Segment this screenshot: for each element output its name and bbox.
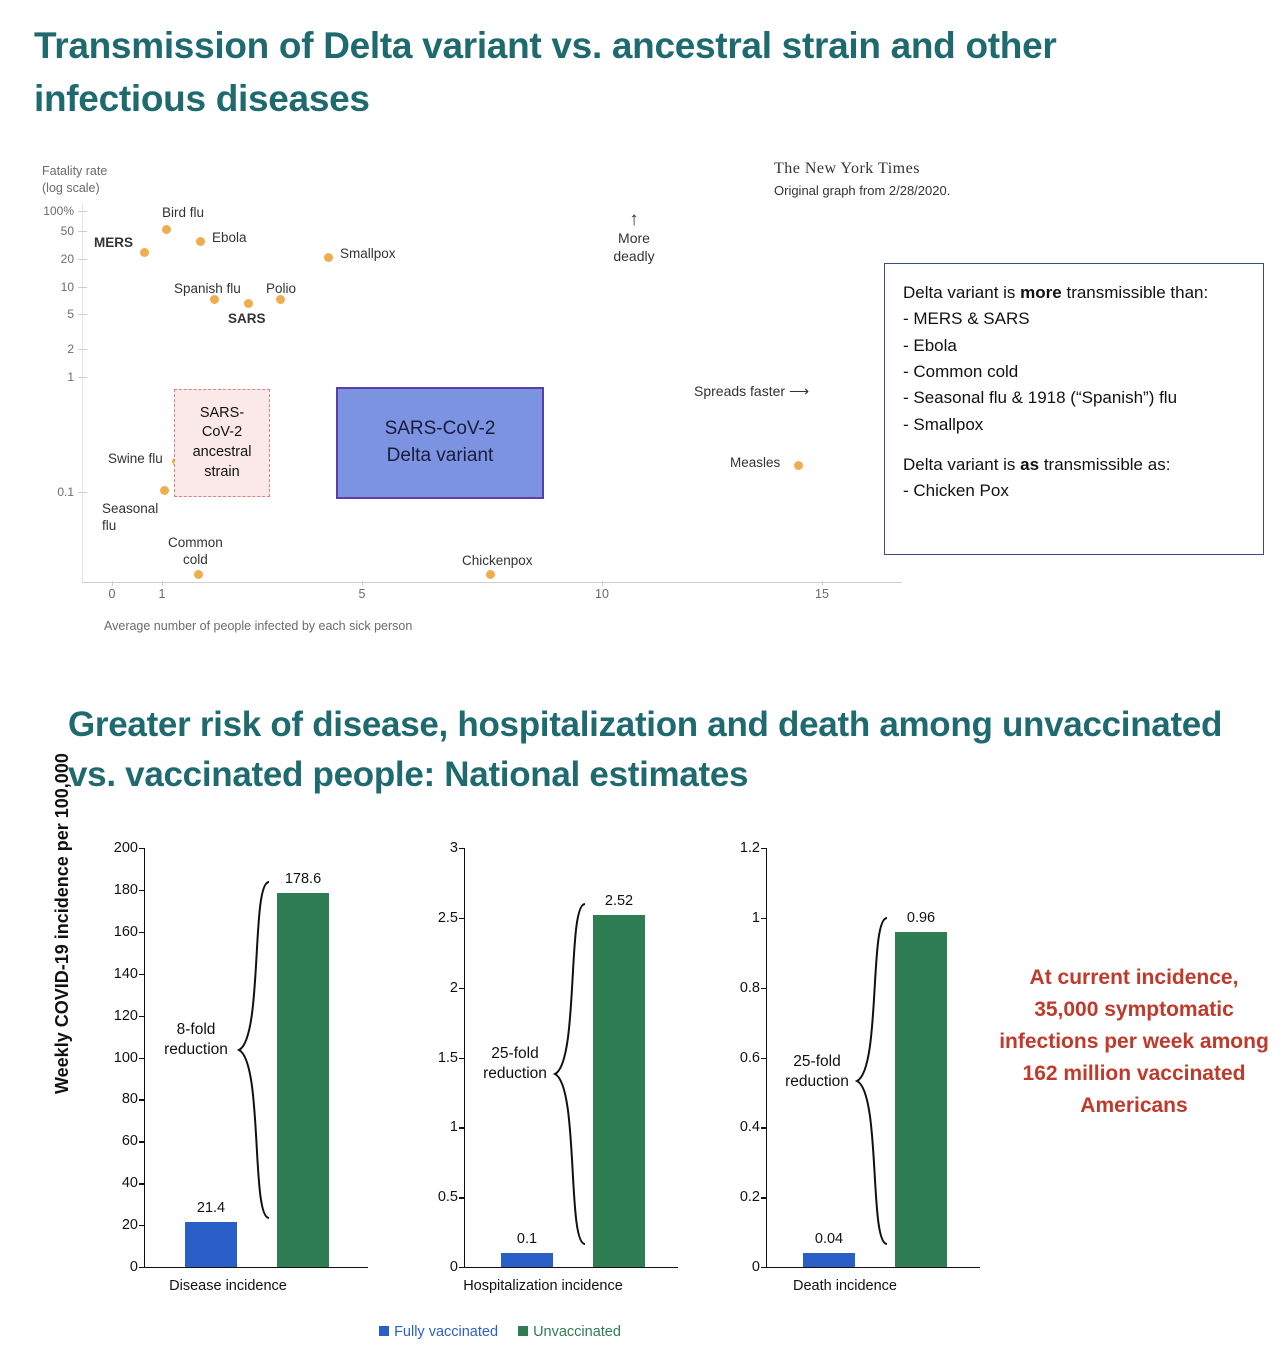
scatter-label-swine-flu: Swine flu xyxy=(108,451,163,466)
chart-a-ytick: 140 xyxy=(113,965,138,982)
chart-hospitalization-incidence xyxy=(398,832,688,1302)
chart-b-ytick: 0.5 xyxy=(437,1189,458,1206)
scatter-point-common-cold xyxy=(194,570,203,579)
chart-b-category-label: Hospitalization incidence xyxy=(463,1278,623,1294)
bar-value-label: 0.96 xyxy=(906,909,936,926)
nyt-credit xyxy=(774,157,950,201)
incidence-side-note: At current incidence, 35,000 symptomatic infections per week among 162 million vaccinated Americans xyxy=(999,966,1269,1117)
callout-item: - Ebola xyxy=(903,335,957,355)
callout-list xyxy=(903,306,1245,438)
chart-b-ytick: 2.5 xyxy=(437,909,458,926)
callout-item: - MERS & SARS xyxy=(903,309,1030,329)
bar-vaccinated-disease xyxy=(185,1200,237,1267)
scatter-ytickmark-100 xyxy=(78,211,87,212)
chart-a-category-label: Disease incidence xyxy=(169,1278,287,1294)
callout-heading: Delta variant is more transmissible than: xyxy=(903,283,1209,302)
scatter-point-spanish-flu xyxy=(210,295,219,304)
scatter-ytickmark-10 xyxy=(78,287,87,288)
chart-death-incidence xyxy=(700,832,990,1302)
chart-c-ytick: 0.8 xyxy=(739,979,760,996)
spreads-faster-annotation: Spreads faster ⟶ xyxy=(694,383,810,399)
callout-footer-item: - Chicken Pox xyxy=(903,481,1009,501)
nyt-masthead: The New York Times xyxy=(774,160,920,177)
scatter-label-spanish-flu: Spanish flu xyxy=(174,281,241,296)
scatter-point-polio xyxy=(276,295,285,304)
transmissibility-callout xyxy=(884,263,1264,555)
scatter-ytick-2: 2 xyxy=(67,342,74,356)
scatter-label-smallpox: Smallpox xyxy=(340,246,396,261)
scatter-xtick-15: 15 xyxy=(812,587,832,601)
bar-value-label: 178.6 xyxy=(284,870,322,887)
scatter-ytick-10: 10 xyxy=(60,280,74,294)
bar-value-label: 0.04 xyxy=(814,1231,844,1248)
bar-vaccinated-death xyxy=(803,1231,855,1267)
chart-c-ytick: 0.6 xyxy=(739,1049,760,1066)
scatter-xtick-1: 1 xyxy=(152,587,172,601)
scatter-ytick-50: 50 xyxy=(60,224,74,238)
chart-c-ytick: 1 xyxy=(751,909,760,926)
chart-disease-incidence xyxy=(78,832,378,1302)
chart-a-ytick: 80 xyxy=(121,1091,138,1108)
chart-c-ytick: 0.2 xyxy=(739,1189,760,1206)
scatter-ytick-1: 1 xyxy=(67,370,74,384)
bar-value-label: 21.4 xyxy=(196,1200,226,1217)
chart-a-ytick: 180 xyxy=(113,881,138,898)
bar-unvaccinated-hospitalization xyxy=(593,893,645,1267)
scatter-y-axis-line xyxy=(82,203,83,583)
chart-a-ytick: 200 xyxy=(113,840,138,856)
chart-b-plot xyxy=(437,840,678,1275)
delta-variant-box: SARS-CoV-2 Delta variant xyxy=(336,387,544,499)
chart-c-ytick: 0 xyxy=(751,1259,760,1275)
scatter-ytick-5: 5 xyxy=(67,307,74,321)
scatter-y-axis-label: Fatality rate (log scale) xyxy=(42,164,108,195)
scatter-ytick-100: 100% xyxy=(43,204,74,218)
callout-spacer xyxy=(903,438,1245,452)
transmission-scatter-chart xyxy=(34,155,1264,655)
scatter-ytickmark-20 xyxy=(78,259,87,260)
scatter-point-measles xyxy=(794,461,803,470)
scatter-point-chickenpox xyxy=(486,570,495,579)
more-deadly-label: More deadly xyxy=(613,230,655,265)
bar-unvaccinated-death xyxy=(895,909,947,1267)
scatter-point-seasonal-flu xyxy=(160,486,169,495)
scatter-ytickmark-2 xyxy=(78,349,87,350)
nyt-credit-line: Original graph from 2/28/2020. xyxy=(774,183,951,198)
scatter-point-ebola xyxy=(196,237,205,246)
chart-b-ytick: 1 xyxy=(449,1119,458,1136)
chart-a-ytick: 100 xyxy=(113,1049,138,1066)
chart-b-ytick: 1.5 xyxy=(437,1049,458,1066)
bar-unvaccinated-disease xyxy=(277,870,329,1267)
scatter-label-common-cold: Common cold xyxy=(168,535,223,567)
scatter-label-measles: Measles xyxy=(730,455,781,470)
up-arrow-icon: ↑ xyxy=(629,209,639,230)
scatter-label-polio: Polio xyxy=(266,281,297,296)
scatter-xtick-5: 5 xyxy=(352,587,372,601)
legend-swatch-vaccinated xyxy=(379,1326,389,1336)
chart-b-annotation: 25-fold reduction xyxy=(483,1045,547,1083)
chart-b-ytick: 0 xyxy=(449,1259,458,1275)
scatter-label-ebola: Ebola xyxy=(212,230,247,245)
legend-label-unvaccinated: Unvaccinated xyxy=(533,1324,621,1340)
bar-value-label: 2.52 xyxy=(604,893,634,910)
scatter-ytickmark-1 xyxy=(78,377,87,378)
legend-label-vaccinated: Fully vaccinated xyxy=(394,1324,499,1340)
chart-a-ytick: 120 xyxy=(113,1007,138,1024)
scatter-point-smallpox xyxy=(324,253,333,262)
ancestral-strain-box: SARS- CoV-2 ancestral strain xyxy=(174,389,270,497)
chart-a-ytick: 0 xyxy=(129,1259,138,1275)
chart-a-ytick: 160 xyxy=(113,923,138,940)
scatter-point-sars xyxy=(244,299,253,308)
chart-b-ytick: 2 xyxy=(449,979,458,996)
legend-group-unvaccinated xyxy=(518,1324,621,1340)
scatter-ytick-01: 0.1 xyxy=(57,485,74,499)
bars-y-axis-title: Weekly COVID-19 incidence per 100,000 xyxy=(52,753,72,1094)
chart-c-plot xyxy=(739,840,980,1275)
bar-value-label: 0.1 xyxy=(516,1231,538,1248)
chart-a-plot xyxy=(113,840,368,1275)
callout-footer-heading: Delta variant is as transmissible as: xyxy=(903,455,1171,475)
scatter-xtick-10: 10 xyxy=(592,587,612,601)
callout-item: - Common cold xyxy=(903,362,1019,382)
chart-a-ytick: 60 xyxy=(121,1133,138,1150)
scatter-point-bird-flu xyxy=(162,225,171,234)
chart-c-ytick: 1.2 xyxy=(739,840,760,856)
scatter-label-mers: MERS xyxy=(94,235,134,250)
scatter-label-chickenpox: Chickenpox xyxy=(462,553,533,568)
scatter-xtick-0: 0 xyxy=(102,587,122,601)
page-title-transmission: Transmission of Delta variant vs. ancestral strain and other infectious diseases xyxy=(34,25,1057,119)
legend-swatch-unvaccinated xyxy=(518,1326,528,1336)
callout-item: - Seasonal flu & 1918 (“Spanish”) flu xyxy=(903,388,1178,408)
chart-b-ytick: 3 xyxy=(449,840,458,856)
vaccination-bar-charts xyxy=(0,753,1288,1352)
chart-a-ytick: 40 xyxy=(121,1175,138,1192)
scatter-label-bird-flu: Bird flu xyxy=(162,205,205,220)
scatter-point-mers xyxy=(140,248,149,257)
callout-item: - Smallpox xyxy=(903,414,984,434)
chart-a-ytick: 20 xyxy=(121,1217,138,1234)
chart-c-annotation: 25-fold reduction xyxy=(785,1053,849,1091)
scatter-ytickmark-5 xyxy=(78,314,87,315)
more-deadly-annotation xyxy=(579,210,689,265)
scatter-label-seasonal-flu: Seasonal flu xyxy=(102,501,159,533)
scatter-label-sars: SARS xyxy=(228,311,266,326)
chart-c-category-label: Death incidence xyxy=(793,1278,897,1294)
chart-a-annotation: 8-fold reduction xyxy=(164,1021,228,1059)
bar-vaccinated-hospitalization xyxy=(501,1231,553,1267)
page-title-risk: Greater risk of disease, hospitalization and death among unvaccinated vs. vaccinated people: National estimates xyxy=(68,705,1223,794)
chart-c-ytick: 0.4 xyxy=(739,1119,760,1136)
scatter-ytick-20: 20 xyxy=(60,252,74,266)
bar-chart-legend xyxy=(0,1324,1000,1340)
scatter-x-axis-caption: Average number of people infected by each sick person xyxy=(104,619,413,633)
scatter-ytickmark-50 xyxy=(78,231,87,232)
scatter-x-axis-line xyxy=(82,582,902,583)
scatter-ytickmark-01 xyxy=(78,492,87,493)
